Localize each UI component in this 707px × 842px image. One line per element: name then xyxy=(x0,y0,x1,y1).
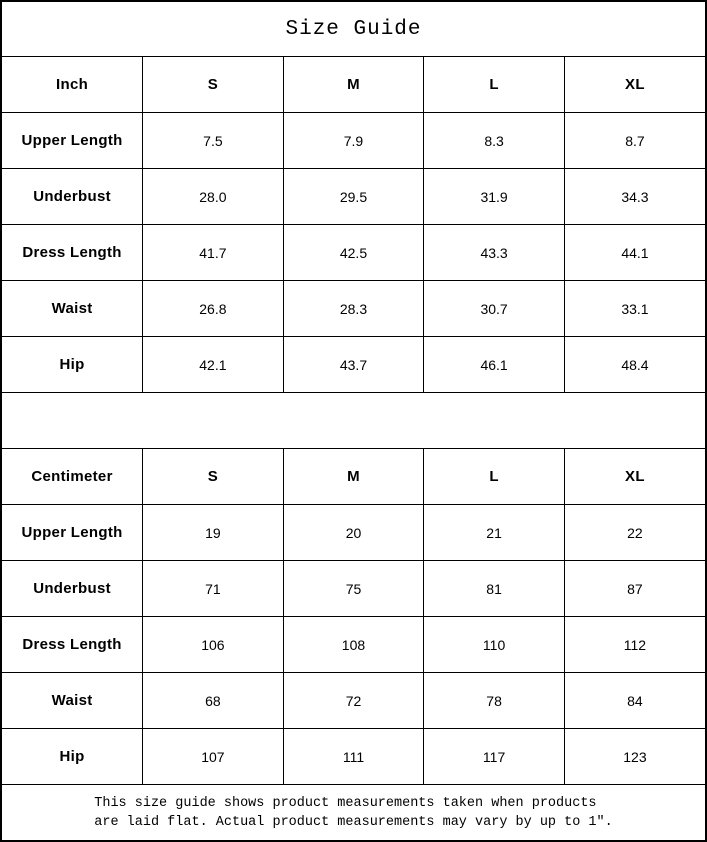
size-value-cell: 26.8 xyxy=(143,281,284,337)
table-row xyxy=(2,113,705,169)
size-value-cell: 7.9 xyxy=(283,113,424,169)
row-label: Upper Length xyxy=(2,505,143,561)
footnote-line-2: are laid flat. Actual product measurements may vary by up to 1″. xyxy=(94,814,613,830)
size-value-cell: 84 xyxy=(564,673,705,729)
title-row xyxy=(2,2,705,57)
table-row xyxy=(2,505,705,561)
size-value-cell: 22 xyxy=(564,505,705,561)
size-header-xl: XL xyxy=(564,449,705,505)
size-value-cell: 29.5 xyxy=(283,169,424,225)
size-value-cell: 28.0 xyxy=(143,169,284,225)
centimeter-header-row xyxy=(2,449,705,505)
size-value-cell: 8.3 xyxy=(424,113,565,169)
table-row xyxy=(2,281,705,337)
size-value-cell: 28.3 xyxy=(283,281,424,337)
size-header-xl: XL xyxy=(564,57,705,113)
size-value-cell: 43.3 xyxy=(424,225,565,281)
row-label: Dress Length xyxy=(2,225,143,281)
size-value-cell: 31.9 xyxy=(424,169,565,225)
size-value-cell: 42.1 xyxy=(143,337,284,393)
size-value-cell: 43.7 xyxy=(283,337,424,393)
table-row xyxy=(2,729,705,785)
size-value-cell: 42.5 xyxy=(283,225,424,281)
row-label: Underbust xyxy=(2,561,143,617)
table-row xyxy=(2,561,705,617)
size-header-l: L xyxy=(424,449,565,505)
size-value-cell: 20 xyxy=(283,505,424,561)
size-value-cell: 68 xyxy=(143,673,284,729)
row-label: Waist xyxy=(2,673,143,729)
size-value-cell: 44.1 xyxy=(564,225,705,281)
centimeter-size-table xyxy=(2,449,705,784)
size-value-cell: 71 xyxy=(143,561,284,617)
size-value-cell: 41.7 xyxy=(143,225,284,281)
footnote-line-1: This size guide shows product measurements taken when products xyxy=(94,795,597,811)
size-header-m: M xyxy=(283,449,424,505)
row-label: Underbust xyxy=(2,169,143,225)
table-row xyxy=(2,225,705,281)
row-label: Dress Length xyxy=(2,617,143,673)
size-value-cell: 106 xyxy=(143,617,284,673)
size-value-cell: 30.7 xyxy=(424,281,565,337)
size-value-cell: 21 xyxy=(424,505,565,561)
table-row xyxy=(2,337,705,393)
size-header-s: S xyxy=(143,449,284,505)
inch-header-row xyxy=(2,57,705,113)
size-value-cell: 33.1 xyxy=(564,281,705,337)
size-value-cell: 110 xyxy=(424,617,565,673)
size-value-cell: 75 xyxy=(283,561,424,617)
size-header-m: M xyxy=(283,57,424,113)
size-header-s: S xyxy=(143,57,284,113)
size-value-cell: 46.1 xyxy=(424,337,565,393)
footnote xyxy=(2,784,705,840)
size-value-cell: 7.5 xyxy=(143,113,284,169)
inch-size-table xyxy=(2,57,705,392)
size-value-cell: 87 xyxy=(564,561,705,617)
size-value-cell: 117 xyxy=(424,729,565,785)
size-value-cell: 34.3 xyxy=(564,169,705,225)
size-header-l: L xyxy=(424,57,565,113)
size-value-cell: 81 xyxy=(424,561,565,617)
size-value-cell: 78 xyxy=(424,673,565,729)
size-value-cell: 107 xyxy=(143,729,284,785)
table-row xyxy=(2,169,705,225)
row-label: Hip xyxy=(2,729,143,785)
page-title: Size Guide xyxy=(285,17,422,41)
size-value-cell: 19 xyxy=(143,505,284,561)
size-value-cell: 48.4 xyxy=(564,337,705,393)
row-label: Waist xyxy=(2,281,143,337)
unit-header-inch: Inch xyxy=(2,57,143,113)
size-value-cell: 72 xyxy=(283,673,424,729)
footnote-text xyxy=(94,794,612,832)
size-value-cell: 8.7 xyxy=(564,113,705,169)
row-label: Upper Length xyxy=(2,113,143,169)
size-value-cell: 108 xyxy=(283,617,424,673)
unit-header-centimeter: Centimeter xyxy=(2,449,143,505)
row-label: Hip xyxy=(2,337,143,393)
spacer-row xyxy=(2,392,705,449)
table-row xyxy=(2,617,705,673)
size-value-cell: 111 xyxy=(283,729,424,785)
size-value-cell: 123 xyxy=(564,729,705,785)
table-row xyxy=(2,673,705,729)
size-value-cell: 112 xyxy=(564,617,705,673)
